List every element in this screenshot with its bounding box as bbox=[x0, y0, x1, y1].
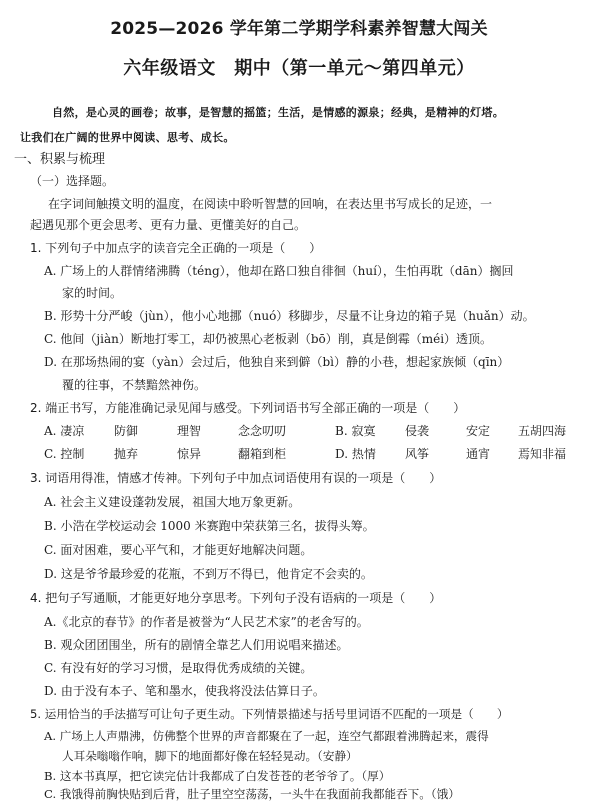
question-4-option-b: B. 观众团团围坐，所有的剧情全靠艺人们用说唱来描述。 bbox=[44, 638, 349, 652]
q2-word: 翻箱到柜 bbox=[238, 447, 287, 461]
question-5-option-c: C. 我饿得前胸快贴到后背，肚子里空空荡荡，一头牛在我面前我都能吞下。（饿） bbox=[44, 787, 460, 801]
q2-word: 安定 bbox=[466, 424, 491, 438]
question-3-stem: 3. 词语用得准，情感才传神。下列句子中加点词语使用有误的一项是（ ） bbox=[30, 471, 442, 485]
q2-word: 惊异 bbox=[177, 447, 202, 461]
question-5-option-b: B. 这本书真厚，把它读完估计我都成了白发苍苍的老爷爷了。（厚） bbox=[44, 769, 391, 783]
question-3-option-b: B. 小浩在学校运动会 1000 米赛跑中荣获第三名，拔得头筹。 bbox=[44, 519, 375, 533]
question-1-option-d-cont: 覆的往事，不禁黯然神伤。 bbox=[62, 378, 207, 392]
intro-line-2: 让我们在广阔的世界中阅读、思考、成长。 bbox=[20, 131, 235, 144]
question-4-option-d: D. 由于没有本子、笔和墨水，使我将没法估算日子。 bbox=[44, 684, 325, 698]
question-1-stem: 1. 下列句子中加点字的读音完全正确的一项是（ ） bbox=[30, 241, 322, 255]
q2-word: 念念叨叨 bbox=[238, 424, 287, 438]
question-5-option-a-cont: 人耳朵嗡嗡作响，脚下的地面都好像在轻轻晃动。（安静） bbox=[62, 749, 358, 763]
q2-word: C. 控制 bbox=[44, 447, 85, 461]
question-2-stem: 2. 端正书写，方能准确记录见闻与感受。下列词语书写全部正确的一项是（ ） bbox=[30, 401, 466, 415]
q2-word: 五胡四海 bbox=[518, 424, 567, 438]
question-1-option-c: C. 他间（jiàn）断地打零工，却仍被黑心老板剥（bō）削，真是倒霉（méi）透顶。 bbox=[44, 332, 493, 346]
question-1-option-a-cont: 家的时间。 bbox=[62, 286, 123, 300]
question-4-stem: 4. 把句子写通顺，才能更好地分享思考。下列句子没有语病的一项是（ ） bbox=[30, 591, 442, 605]
question-4-option-a: A.《北京的春节》的作者是被誉为“人民艺术家”的老舍写的。 bbox=[44, 615, 369, 629]
exam-subtitle: 六年级语文 期中（第一单元～第四单元） bbox=[123, 58, 475, 79]
section-desc-line-2: 起遇见那个更会思考、更有力量、更懂美好的自己。 bbox=[30, 218, 307, 232]
question-5-stem: 5. 运用恰当的手法描写可让句子更生动。下列情景描述与括号里词语不匹配的一项是（ ） bbox=[30, 707, 509, 721]
section-desc-line-1: 在字词间触摸文明的温度，在阅读中聆听智慧的回响，在表达里书写成长的足迹，一 bbox=[48, 197, 493, 211]
question-5-option-a: A. 广场上人声鼎沸，仿佛整个世界的声音都聚在了一起，连空气都跟着沸腾起来，震得 bbox=[44, 729, 489, 743]
q2-word: 通宵 bbox=[466, 447, 491, 461]
question-3-option-d: D. 这是爷爷最珍爱的花瓶，不到万不得已，他肯定不会卖的。 bbox=[44, 567, 373, 581]
question-3-option-c: C. 面对困难，要心平气和，才能更好地解决问题。 bbox=[44, 543, 313, 557]
q2-word: B. 寂寞 bbox=[335, 424, 376, 438]
q2-word: A. 凄凉 bbox=[44, 424, 85, 438]
q2-word: 侵袭 bbox=[405, 424, 430, 438]
q2-word: 焉知非福 bbox=[518, 447, 567, 461]
q2-word: 风筝 bbox=[405, 447, 430, 461]
q2-word: D. 热情 bbox=[335, 447, 376, 461]
question-1-option-a: A. 广场上的人群情绪沸腾（téng），他却在路口独自徘徊（huí），生怕再耽（dān）搁回 bbox=[44, 264, 514, 278]
q2-word: 防御 bbox=[114, 424, 139, 438]
exam-title: 2025—2026 学年第二学期学科素养智慧大闯关 bbox=[110, 19, 488, 39]
q2-word: 抛弃 bbox=[114, 447, 139, 461]
question-4-option-c: C. 有没有好的学习习惯，是取得优秀成绩的关键。 bbox=[44, 661, 313, 675]
intro-line-1: 自然，是心灵的画卷；故事，是智慧的摇篮；生活，是情感的源泉；经典，是精神的灯塔。 bbox=[52, 106, 504, 119]
question-2-row-ab bbox=[44, 423, 584, 439]
section-heading: 一、积累与梳理 bbox=[14, 152, 106, 167]
question-3-option-a: A. 社会主义建设蓬勃发展，祖国大地万象更新。 bbox=[44, 495, 301, 509]
question-1-option-b: B. 形势十分严峻（jùn），他小心地挪（nuó）移脚步，尽量不让身边的箱子晃（huǎn）动。 bbox=[44, 309, 535, 323]
section-subheading: （一）选择题。 bbox=[30, 174, 115, 188]
q2-word: 理智 bbox=[177, 424, 202, 438]
question-1-option-d: D. 在那场热闹的宴（yàn）会过后，他独自来到僻（bì）静的小巷，想起家族倾（qīn） bbox=[44, 355, 510, 369]
question-2-row-cd bbox=[44, 446, 584, 462]
